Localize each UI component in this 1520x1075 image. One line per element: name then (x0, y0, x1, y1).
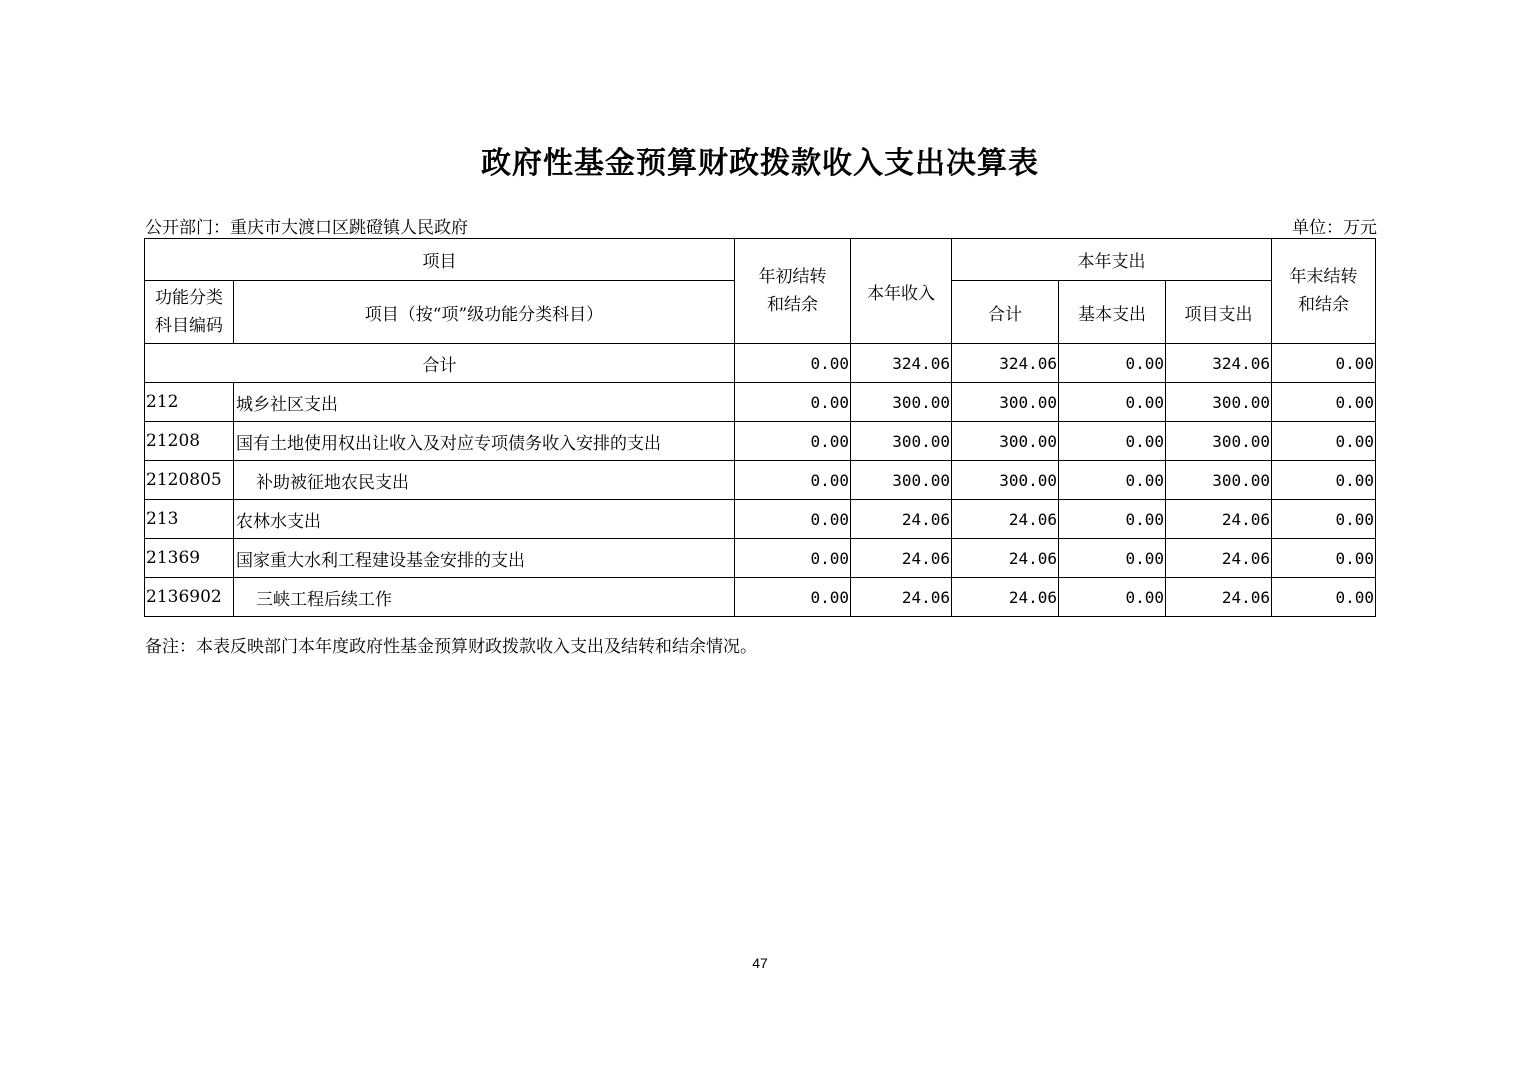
row-exp-project: 300.00 (1166, 422, 1272, 461)
row-exp-basic: 0.00 (1059, 461, 1166, 500)
row-code: 21369 (145, 539, 234, 578)
row-exp-project: 24.06 (1166, 500, 1272, 539)
page-title: 政府性基金预算财政拨款收入支出决算表 (481, 146, 1039, 181)
row-begin: 0.00 (735, 461, 851, 500)
row-code: 212 (145, 383, 234, 422)
row-income: 300.00 (851, 383, 952, 422)
header-begin-line1: 年初结转 (758, 267, 827, 287)
table-row (145, 422, 1376, 461)
row-name: 三峡工程后续工作 (234, 578, 735, 617)
row-exp-basic: 0.00 (1059, 383, 1166, 422)
row-exp-project: 24.06 (1166, 578, 1272, 617)
row-name: 国有土地使用权出让收入及对应专项债务收入安排的支出 (234, 422, 735, 461)
table-row (145, 578, 1376, 617)
row-code: 2120805 (145, 461, 234, 500)
header-code (145, 281, 234, 344)
row-begin: 0.00 (735, 539, 851, 578)
budget-table (144, 238, 1376, 617)
row-income: 300.00 (851, 461, 952, 500)
row-end: 0.00 (1272, 500, 1376, 539)
row-begin: 0.00 (735, 422, 851, 461)
row-name: 城乡社区支出 (234, 383, 735, 422)
row-income: 24.06 (851, 500, 952, 539)
row-end: 0.00 (1272, 383, 1376, 422)
header-code-line1: 功能分类 (155, 288, 223, 308)
table-row (145, 539, 1376, 578)
unit-label: 单位：万元 (1292, 218, 1377, 238)
department-label: 公开部门：重庆市大渡口区跳磴镇人民政府 (145, 218, 468, 238)
row-exp-total: 300.00 (952, 383, 1059, 422)
header-begin-line2: 和结余 (767, 295, 818, 315)
row-name: 补助被征地农民支出 (234, 461, 735, 500)
row-name: 国家重大水利工程建设基金安排的支出 (234, 539, 735, 578)
header-end-balance (1272, 239, 1376, 344)
table-row (145, 383, 1376, 422)
row-end: 0.00 (1272, 461, 1376, 500)
row-exp-basic: 0.00 (1059, 578, 1166, 617)
row-name: 农林水支出 (234, 500, 735, 539)
row-code: 213 (145, 500, 234, 539)
table-row (145, 461, 1376, 500)
row-exp-total: 24.06 (952, 578, 1059, 617)
row-end: 0.00 (1272, 539, 1376, 578)
row-exp-project: 300.00 (1166, 383, 1272, 422)
table-row (145, 500, 1376, 539)
total-row (145, 344, 1376, 383)
header-expense-basic: 基本支出 (1059, 281, 1166, 344)
total-exp-basic: 0.00 (1059, 344, 1166, 383)
row-exp-total: 300.00 (952, 422, 1059, 461)
row-income: 300.00 (851, 422, 952, 461)
header-begin-balance (735, 239, 851, 344)
header-expense-project: 项目支出 (1166, 281, 1272, 344)
header-expense: 本年支出 (952, 239, 1272, 281)
row-income: 24.06 (851, 539, 952, 578)
row-exp-total: 24.06 (952, 539, 1059, 578)
row-exp-basic: 0.00 (1059, 539, 1166, 578)
total-exp-project: 324.06 (1166, 344, 1272, 383)
total-begin: 0.00 (735, 344, 851, 383)
row-exp-basic: 0.00 (1059, 500, 1166, 539)
total-exp-total: 324.06 (952, 344, 1059, 383)
total-end: 0.00 (1272, 344, 1376, 383)
row-income: 24.06 (851, 578, 952, 617)
header-expense-total: 合计 (952, 281, 1059, 344)
header-item-name: 项目（按“项”级功能分类科目） (234, 281, 735, 344)
row-code: 2136902 (145, 578, 234, 617)
row-begin: 0.00 (735, 500, 851, 539)
page-number: 47 (752, 955, 768, 971)
row-exp-basic: 0.00 (1059, 422, 1166, 461)
row-code: 21208 (145, 422, 234, 461)
row-begin: 0.00 (735, 383, 851, 422)
header-end-line2: 和结余 (1298, 295, 1349, 315)
total-income: 324.06 (851, 344, 952, 383)
row-end: 0.00 (1272, 578, 1376, 617)
header-end-line1: 年末结转 (1289, 267, 1358, 287)
row-begin: 0.00 (735, 578, 851, 617)
row-end: 0.00 (1272, 422, 1376, 461)
header-item: 项目 (145, 239, 735, 281)
row-exp-total: 24.06 (952, 500, 1059, 539)
header-code-line2: 科目编码 (155, 316, 223, 336)
footnote: 备注：本表反映部门本年度政府性基金预算财政拨款收入支出及结转和结余情况。 (145, 637, 757, 657)
row-exp-project: 300.00 (1166, 461, 1272, 500)
table-body (145, 344, 1376, 617)
row-exp-project: 24.06 (1166, 539, 1272, 578)
row-exp-total: 300.00 (952, 461, 1059, 500)
total-label: 合计 (145, 344, 735, 383)
table-header (145, 239, 1376, 344)
header-income: 本年收入 (851, 239, 952, 344)
